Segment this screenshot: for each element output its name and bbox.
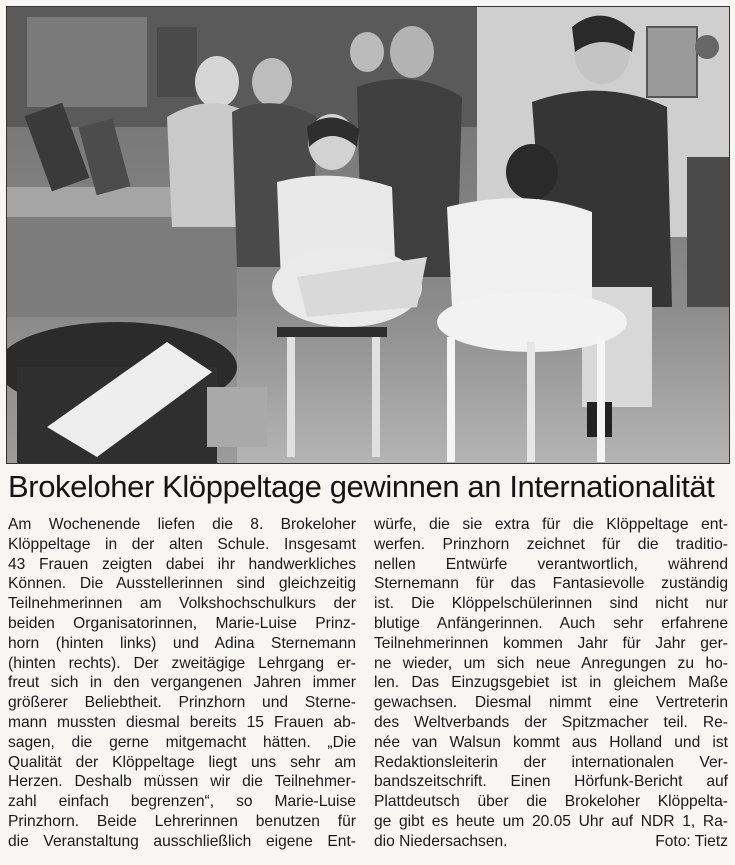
last-line-row: [374, 832, 728, 852]
article-column-right: [374, 515, 728, 852]
text-line: blutige Anfängerinnen. Auch sehr erfahrene: [374, 614, 728, 632]
text-line: Können. Die Ausstellerinnen sind gleichzeitig: [8, 575, 356, 593]
text-line: Klöppeltage in der alten Schule. Insgesamt: [8, 535, 356, 553]
text-line: Herzen. Deshalb müssen wir die Teilnehmer-: [8, 773, 356, 791]
text-line: gewachsen. Diesmal nimmt eine Vertreterin: [374, 694, 728, 712]
headline: Brokeloher Klöppeltage gewinnen an Internationalität: [8, 469, 715, 504]
article-column-left: [8, 515, 356, 852]
photo-illustration: [7, 7, 729, 463]
text-line: 43 Frauen zeigten dabei ihr handwerkliches: [8, 555, 356, 573]
text-line: Teilnehmerinnen kommen Jahr für Jahr ger-: [374, 634, 728, 652]
text-line: sagen, die gerne mitgemacht hätten. „Die: [8, 733, 356, 751]
text-line: Am Wochenende liefen die 8. Brokeloher: [8, 516, 356, 533]
text-line: horn (hinten links) und Adina Sternemann: [8, 634, 356, 652]
text-line: len. Das Einzugsgebiet ist in gleichem Maße: [374, 674, 728, 692]
text-line: dio Niedersachsen.: [374, 832, 508, 850]
text-line: Plattdeutsch über die Brokeloher Klöppelta-: [374, 793, 728, 811]
text-line: (hinten rechts). Der zweitägige Lehrgang er-: [8, 654, 356, 672]
text-line: größerer Beliebtheit. Prinzhorn und Sterne-: [8, 694, 356, 712]
text-line: Prinzhorn. Beide Lehrerinnen benutzen für: [8, 812, 356, 830]
text-line: née van Walsun kommt aus Holland und ist: [374, 733, 728, 751]
text-line: zahl einfach begrenzen“, so Marie-Luise: [8, 793, 356, 811]
text-line: des Weltverbands der Spitzmacher teil. Re-: [374, 713, 728, 731]
text-line: ne wieder, um sich neue Anregungen zu ho-: [374, 654, 728, 672]
text-line: mann mussten diesmal bereits 15 Frauen ab-: [8, 713, 356, 731]
text-line: werfen. Prinzhorn zeichnet für die traditio-: [374, 535, 728, 553]
text-line: Sternemann für das Fantasievolle zuständig: [374, 575, 728, 593]
text-line: nellen Entwürfe verantwortlich, während: [374, 555, 728, 573]
text-line: freut sich in den vergangenen Jahren immer: [8, 674, 356, 692]
text-line: Redaktionsleiterin der internationalen Ver-: [374, 753, 728, 771]
text-line: Teilnehmerinnen am Volkshochschulkurs der: [8, 595, 356, 613]
text-line: die Veranstaltung ausschließlich eigene Ent-: [8, 832, 356, 850]
text-line: ge gibt es heute um 20.05 Uhr auf NDR 1, Ra-: [374, 812, 728, 830]
text-line: bandszeitschrift. Einen Hörfunk-Bericht auf: [374, 773, 728, 791]
text-line: Qualität der Klöppeltage liegt uns sehr am: [8, 753, 356, 771]
text-line: ist. Die Klöppelschülerinnen sind nicht nur: [374, 595, 728, 613]
text-line: beiden Organisatorinnen, Marie-Luise Prinz-: [8, 614, 356, 632]
text-line: würfe, die sie extra für die Klöppeltage ent-: [374, 516, 728, 533]
photo-credit: Foto: Tietz: [655, 832, 728, 850]
lace-making-photo: [6, 6, 730, 464]
